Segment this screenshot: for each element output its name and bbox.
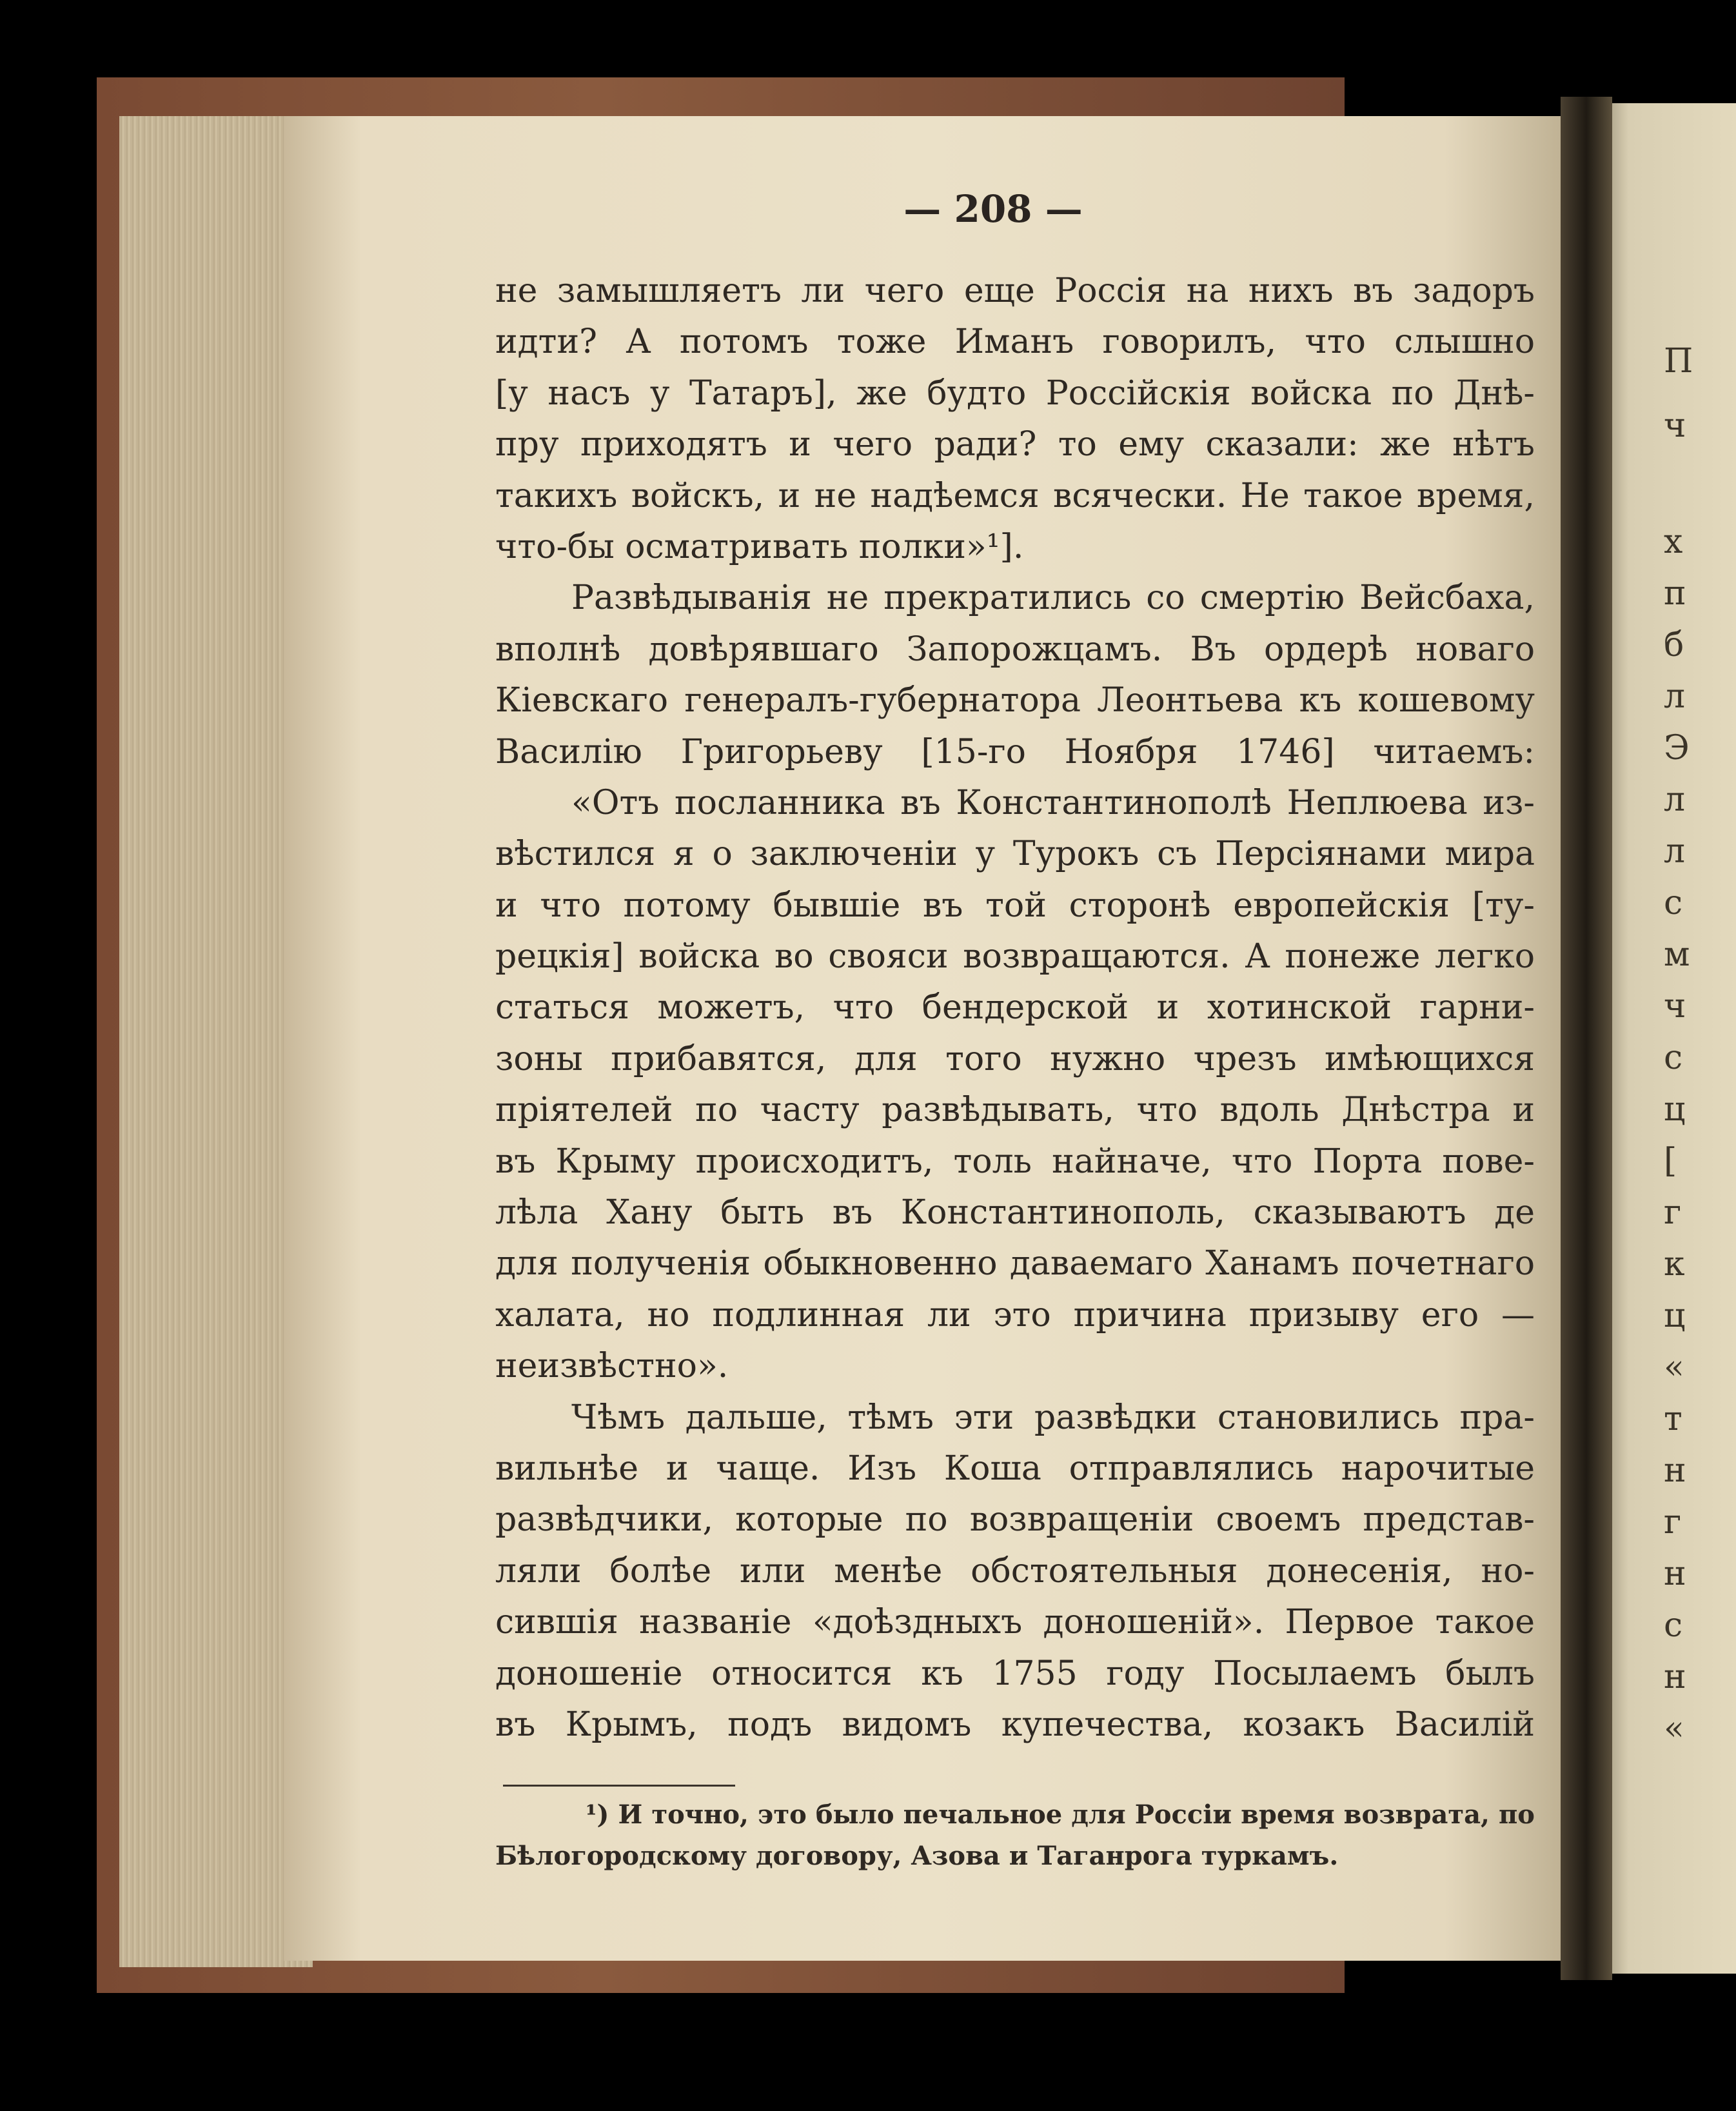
text-line: такихъ войскъ, и не надѣемся всячески. Не такое время, [495, 476, 1535, 515]
facing-page-fragment: с [1664, 1606, 1683, 1645]
book-gutter [1561, 97, 1612, 1980]
facing-page-fragment: н [1664, 1451, 1686, 1490]
facing-page-fragment: ч [1664, 406, 1686, 445]
text-line: идти? А потомъ тоже Иманъ говорилъ, что слышно [495, 322, 1535, 362]
text-line: развѣдчики, которые по возвращеніи своемъ представ- [495, 1500, 1535, 1540]
text-line: пру приходятъ и чего ради? то ему сказали: же нѣтъ [495, 425, 1535, 464]
facing-page-fragment: ц [1664, 1090, 1686, 1129]
text-line: вѣстился я о заключеніи у Турокъ съ Персіянами мира [495, 835, 1535, 874]
text-line: вильнѣе и чаще. Изъ Коша отправлялись нарочитые [495, 1449, 1535, 1488]
facing-page-fragment: П [1664, 342, 1693, 381]
text-line: Василію Григорьеву [15-го Ноября 1746] читаемъ: [495, 732, 1535, 771]
facing-page-fragment: н [1664, 1658, 1686, 1696]
text-line: въ Крымъ, подъ видомъ купечества, козакъ Василій [495, 1705, 1535, 1744]
facing-page-fragment: п [1664, 574, 1686, 613]
facing-page-fragment: н [1664, 1554, 1686, 1593]
text-line: халата, но подлинная ли это причина призыву его — [495, 1295, 1535, 1334]
facing-page-fragment: ч [1664, 987, 1686, 1026]
text-line: ляли болѣе или менѣе обстоятельныя донесенія, но- [495, 1551, 1535, 1591]
text-line: Чѣмъ дальше, тѣмъ эти развѣдки становились пра- [571, 1398, 1535, 1437]
text-line: статься можетъ, что бендерской и хотинской гарни- [495, 988, 1535, 1027]
facing-page-fragment: х [1664, 522, 1683, 561]
text-line: для полученія обыкновенно даваемаго Ханамъ почетнаго [495, 1244, 1535, 1283]
facing-page-fragment: ц [1664, 1296, 1686, 1335]
footnote-line: Бѣлогородскому договору, Азова и Таганрога туркамъ. [495, 1841, 1339, 1871]
text-line: рецкія] войска во свояси возвращаются. А понеже легко [495, 937, 1535, 976]
text-line: что-бы осматривать полки»¹]. [495, 527, 1024, 566]
facing-page-fragment: л [1664, 832, 1686, 871]
text-line: доношеніе относится къ 1755 году Посылаемъ былъ [495, 1654, 1535, 1693]
text-line: сившія названіе «доѣздныхъ доношеній». Первое такое [495, 1603, 1535, 1642]
facing-page-fragment: л [1664, 780, 1686, 819]
text-line: и что потому бывшіе въ той сторонѣ европейскія [ту- [495, 886, 1535, 925]
facing-page-fragment: « [1664, 1348, 1684, 1387]
text-line: Кіевскаго генералъ-губернатора Леонтьева къ кошевому [495, 681, 1535, 720]
text-line: зоны прибавятся, для того нужно чрезъ имѣющихся [495, 1039, 1535, 1078]
text-line: вполнѣ довѣрявшаго Запорожцамъ. Въ ордерѣ новаго [495, 629, 1535, 669]
page-number: — 208 — [903, 187, 1083, 231]
facing-page-fragment: к [1664, 1245, 1685, 1283]
facing-page [1593, 103, 1736, 1974]
text-line: [у насъ у Татаръ], же будто Россійскія войска по Днѣ- [495, 373, 1535, 413]
facing-page-fragment: Э [1664, 729, 1690, 768]
body-text [495, 266, 1535, 1750]
facing-page-fragment: с [1664, 1038, 1683, 1077]
text-line: лѣла Хану быть въ Константинополь, сказываютъ де [495, 1193, 1535, 1233]
facing-page-fragment: м [1664, 935, 1690, 974]
facing-page-fragment: б [1664, 626, 1684, 664]
facing-page-fragment: г [1664, 1193, 1682, 1232]
footnote-divider [503, 1785, 735, 1787]
facing-page-fragment: « [1664, 1709, 1684, 1748]
facing-page-fragment: т [1664, 1400, 1682, 1438]
facing-page-fragment: г [1664, 1503, 1682, 1541]
footnotes [495, 1794, 1535, 1877]
text-line: Развѣдыванія не прекратились со смертію Вейсбаха, [571, 579, 1535, 618]
text-line: пріятелей по часту развѣдывать, что вдоль Днѣстра и [495, 1091, 1535, 1130]
facing-page-fragment: л [1664, 677, 1686, 716]
footnote-line: ¹) И точно, это было печальное для Россіи время возврата, по [586, 1799, 1535, 1830]
text-line: не замышляетъ ли чего еще Россія на нихъ въ задоръ [495, 272, 1535, 310]
text-line: неизвѣстно». [495, 1347, 729, 1386]
text-line: въ Крыму происходитъ, толь найначе, что Порта пове- [495, 1142, 1535, 1181]
text-line: «Отъ посланника въ Константинополѣ Неплюева из- [571, 783, 1535, 822]
facing-page-fragment: с [1664, 884, 1683, 922]
facing-page-fragment: [ [1664, 1142, 1677, 1180]
